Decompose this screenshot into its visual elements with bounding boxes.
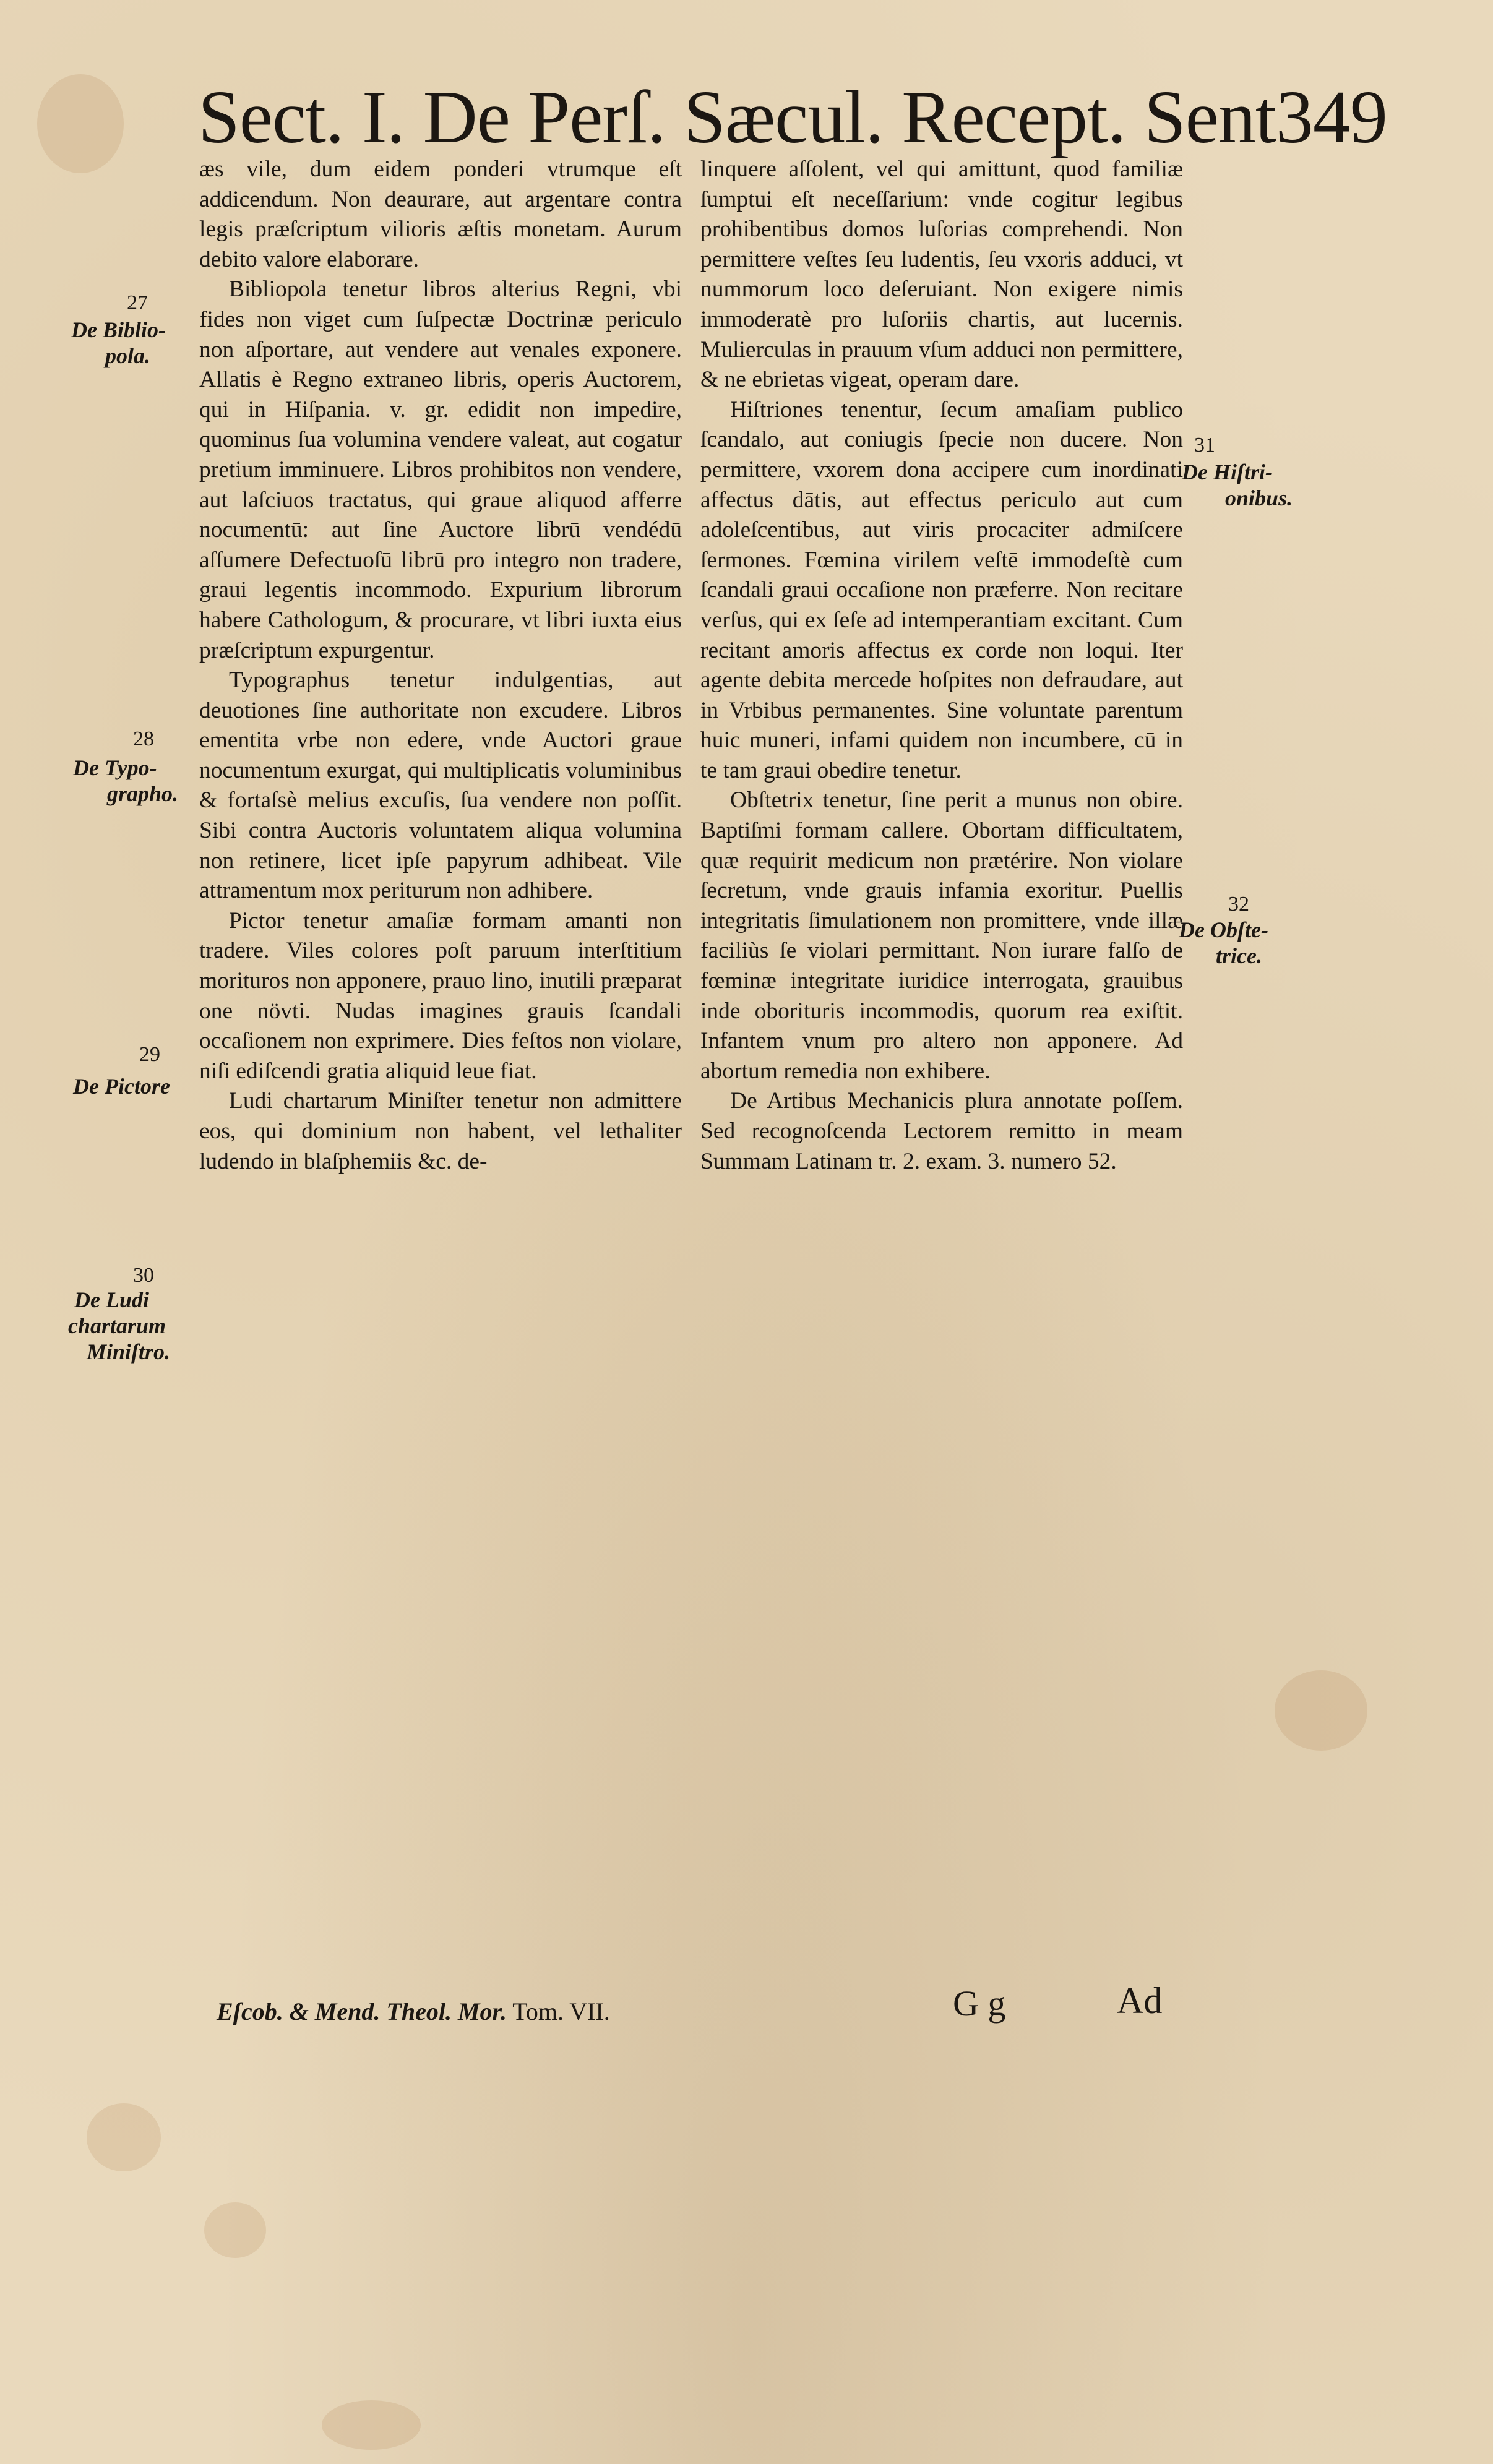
margin-note-histrionibus: De Hiſtri- onibus. <box>1182 460 1293 510</box>
paper-stain <box>87 2103 161 2171</box>
paragraph-typographus: Typographus tenetur indulgentias, aut deuotiones ſine authoritate non excudere. Libros ementita vrbe non edere, vnde Auctori graue nocumentum exurgat, qui multiplicatis voluminibus & fortaſsè melius excuſis, ſua vendere non poſſit. Sibi contra Auctoris voluntatem aliqua volumina non retinere, licet ipſe papyrum adhibeat. Vile attramentum mox periturum non adhibere. <box>199 668 682 904</box>
paragraph-obstetrix: Obſtetrix tenetur, ſine perit a munus non obire. Baptiſmi formam callere. Obortam difficultatem, quæ requirit medicum non prætérire. Non violare ſecretum, vnde grauis infamia exoritur. Puellis integritatis ſimulationem non promittere, vnde illæ faciliùs ſe violari permittant. Non iurare falſo de fœminæ integritate iuridice interrogata, grauibus inde oborituris incommodis, quorum rea exiſtit. Infantem vnum pro altero non apponere. Ad abortum remedia non exhibere. <box>700 788 1183 1084</box>
paragraph-histriones: Hiſtriones tenentur, ſecum amaſiam publico ſcandalo, aut coniugis ſpecie non ducere. Non permittere, vxorem dona accipere cum inordinati affectus dātis, aut effectus periculo aut cum adoleſcentibus, aut viris procaciter admiſcere ſermones. Fœmina virilem veſtē immodeſtè cum ſcandali graui occaſione non præferre. Non recitare verſus, qui ex ſeſe ad intemperantiam excitant. Cum recitant amoris affectus ex corde non loqui. Iter agente debita mercede hoſpites non defraudare, aut in Vrbibus permanentes. Sine voluntate parentum huic muneri, infami quidem non incumbere, cū in te tam graui obedire tenetur. <box>700 397 1183 783</box>
paragraph-pictor: Pictor tenetur amaſiæ formam amanti non tradere. Viles colores poſt paruum interſtitium morituros non apponere, prauo lino, inutili præparat one növti. Nudas imagines grauis ſcandali occaſionem non exprimere. Dies feſtos non violare, niſi ediſcendi gratia aliquid leue fiat. <box>199 908 682 1084</box>
margin-note-typographo: De Typo- grapho. <box>73 755 179 806</box>
margin-number-29: 29 <box>139 1043 160 1066</box>
paragraph-ludi-chartarum: Ludi chartarum Miniſter tenetur non admittere eos, qui dominium non habent, vel lethaliter ludendo in blaſphemiis &c. de- <box>199 1088 682 1174</box>
paper-stain <box>204 2202 266 2258</box>
margin-number-27: 27 <box>127 291 148 314</box>
margin-number-30: 30 <box>133 1264 154 1287</box>
paper-stain <box>37 74 124 173</box>
margin-number-31: 31 <box>1194 434 1215 457</box>
running-header <box>198 74 1387 161</box>
footer-reference <box>217 1997 610 2026</box>
signature-mark: G g <box>953 1983 1006 2024</box>
margin-number-32: 32 <box>1228 893 1249 916</box>
page-number: 349 <box>1275 75 1387 159</box>
footer-tome: Tom. VII. <box>512 1998 610 2025</box>
right-column <box>700 155 1183 1177</box>
margin-note-obstetrice: De Obſte- trice. <box>1179 917 1268 968</box>
catchword: Ad <box>1117 1980 1163 2021</box>
paper-stain <box>322 2400 421 2450</box>
running-title: Sect. I. De Perſ. Sæcul. Recept. Sent <box>198 75 1276 159</box>
paragraph-bibliopola: Bibliopola tenetur libros alterius Regni, vbi fides non viget cum ſuſpectæ Doctrinæ periculo non aſportare, aut vendere aut venales exponere. Allatis è Regno extraneo libris, operis Auctorem, qui in Hiſpania. v. gr. edidit non impedire, quominus ſua volumina vendere valeat, aut cogatur pretium imminuere. Libros prohibitos non vendere, aut laſciuos tractatus, qui graue aliquod afferre nocumentū: aut ſine Auctore librū vendédū aſſumere Defectuoſū librū pro integro non tradere, graui legentis incommodo. Expurium librorum habere Cathologum, & procurare, vt libri iuxta eius præſcriptum expurgentur. <box>199 277 682 663</box>
margin-note-pictore: De Pictore <box>73 1074 170 1099</box>
footer-author: Eſcob. & Mend. Theol. Mor. <box>217 1998 507 2025</box>
margin-note-ludi-chartarum: De Ludi chartarum Miniſtro. <box>68 1287 171 1364</box>
paragraph-artibus-mechanicis: De Artibus Mechanicis plura annotate poſſem. Sed recognoſcenda Lectorem remitto in meam Summam Latinam tr. 2. exam. 3. numero 52. <box>700 1088 1183 1174</box>
paper-stain <box>1275 1670 1367 1751</box>
left-column <box>199 155 682 1177</box>
paragraph-continuation: æs vile, dum eidem ponderi vtrumque eſt addicendum. Non deaurare, aut argentare contra legis præſcriptum vilioris æſtis monetam. Aurum debito valore elaborare. <box>199 157 682 272</box>
margin-number-28: 28 <box>133 728 154 750</box>
paragraph-continuation: linquere aſſolent, vel qui amittunt, quod familiæ ſumptui eſt neceſſarium: vnde cogitur legibus prohibentibus domos luſorias comprehendi. Non permittere veſtes ſeu ludentis, ſeu vxoris adduci, vt nummorum loco deſeruiant. Non exigere nimis immoderatè pro luſoriis chartis, aut lucernis. Mulierculas in prauum vſum adduci non permittere, & ne ebrietas vigeat, operam dare. <box>700 157 1183 393</box>
margin-note-bibliopola: De Biblio- pola. <box>71 317 166 368</box>
